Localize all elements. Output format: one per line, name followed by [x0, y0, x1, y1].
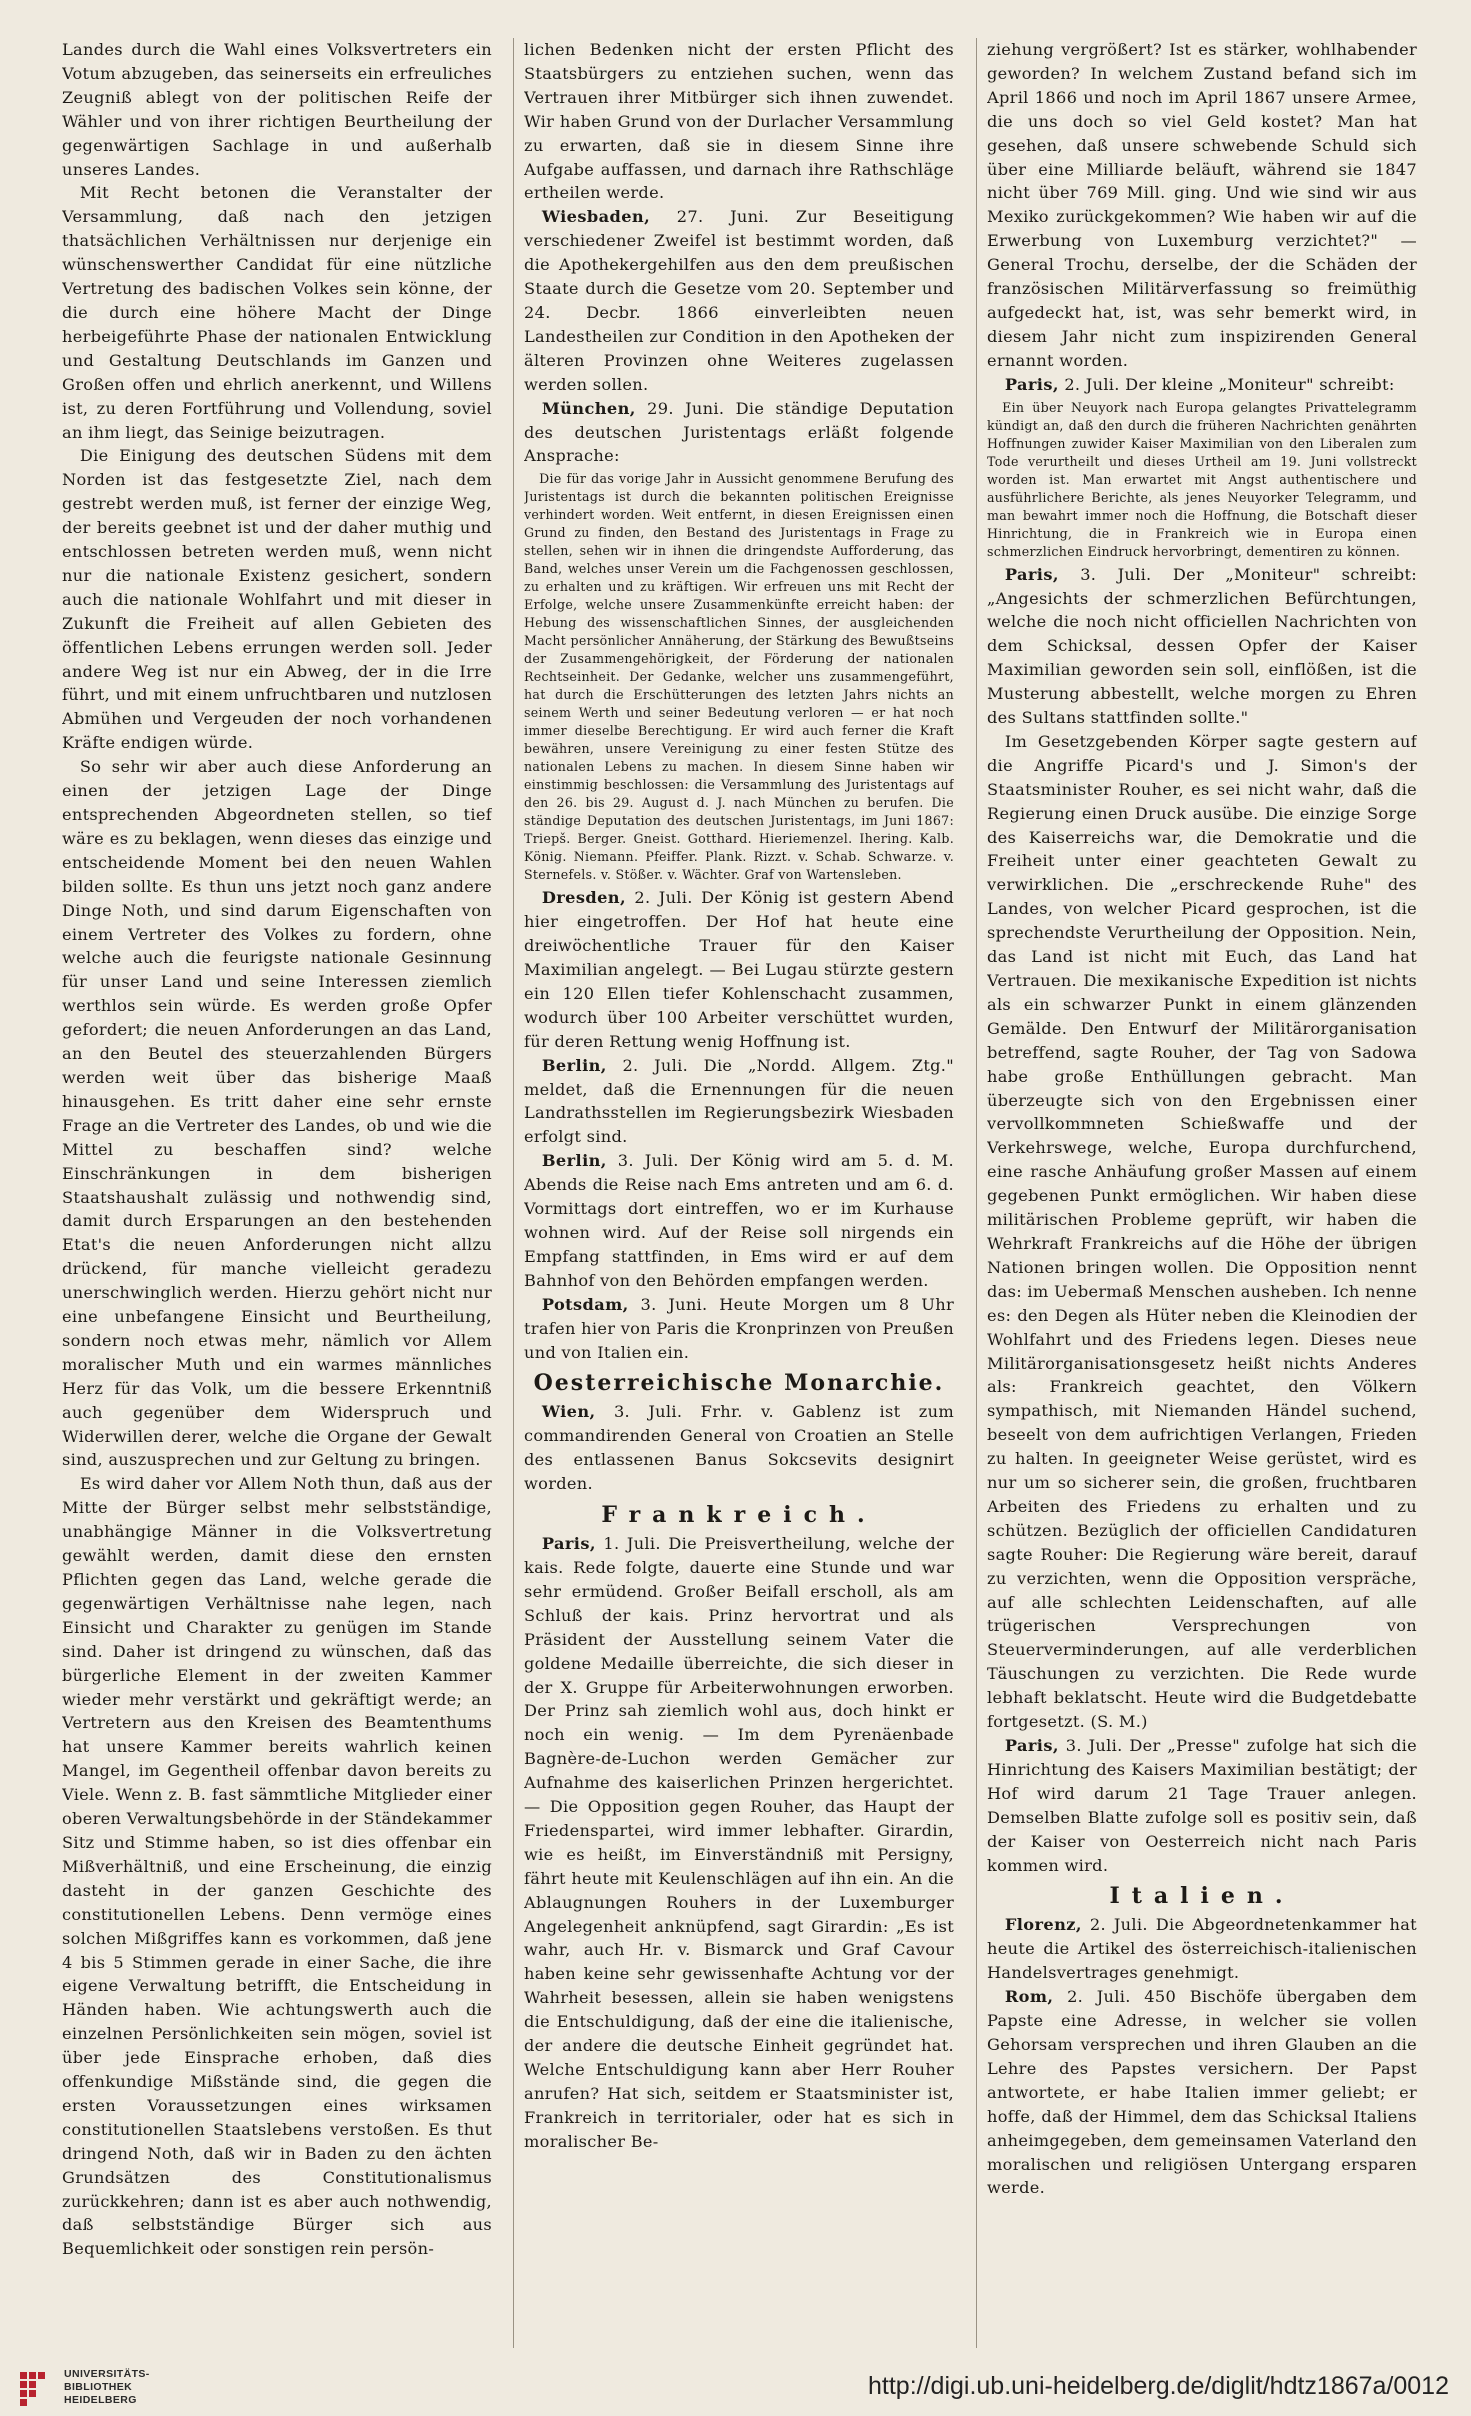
news-item-wiesbaden [524, 205, 954, 396]
dateline: Paris, [1004, 374, 1059, 394]
text-columns [62, 38, 1462, 2353]
news-text: 3. Juni. Heute Morgen um 8 Uhr trafen hier von Paris die Kronprinzen von Preußen und von Italien ein. [524, 1294, 954, 1362]
news-item-paris [987, 563, 1417, 730]
dateline: Wiesbaden, [541, 207, 651, 227]
news-text: 1. Juli. Die Preisvertheilung, welche der kais. Rede folgte, dauerte eine Stunde und war sehr ermüdend. Großer Beifall erscholl, als am Schluß der kais. Prinz hervortrat und als Präsident der Ausstellung seinem Vater die goldene Medaille überreichte, die sich dieser in der X. Gruppe für Arbeiterwohnungen erworben. Der Prinz sah ziemlich wohl aus, doch hinkt er noch ein wenig. — Im dem Pyrenäenbade Bagnère-de-Luchon werden Gemächer zur Aufnahme des kaiserlichen Prinzen hergerichtet. — Die Opposition gegen Rouher, das Haupt der Friedenspartei, wird immer lebhafter. Girardin, wie es heißt, im Einverständniß mit Persigny, fährt heute mit Keulenschlägen auf ihn ein. An die Ablaugnungen Rouhers in der Luxemburger Angelegenheit anknüpfend, sagt Girardin: „Es ist wahr, auch Hr. v. Bismarck und Graf Cavour haben keine sehr gewissenhafte Achtung vor der Wahrheit besessen, allein sie haben wenigstens die Entschuldigung, daß der eine die italienische, der andere die deutsche Einheit gegründet hat. Welche Entschuldigung kann aber Herr Rouher anrufen? Hat sich, seitdem er Staatsminister ist, Frankreich in territorialer, oder hat es sich in moralischer Be- [524, 1534, 954, 2151]
library-name-line: BIBLIOTHEK [64, 2381, 133, 2393]
news-item-rom [987, 1985, 1417, 2200]
dateline: Paris, [541, 1534, 596, 1554]
article-paragraph: Es wird daher vor Allem Noth thun, daß aus der Mitte der Bürger selbst mehr selbstständige, unabhängige Männer in die Volksvertretung gewählt werden, damit diese den ernsten Pflichten gegen das Land, welche gerade die gegenwärtigen Verhältnisse nahe legen, nach Einsicht und Charakter zu genügen im Stande sind. Daher ist dringend zu wünschen, daß das bürgerliche Element in der zweiten Kammer wieder mehr verstärkt und gekräftigt werde; an Vertretern aus den Kreisen des Beamtenthums hat unsere Kammer bereits wahrlich keinen Mangel, im Gegentheil offenbar davon bereits zu Viele. Wenn z. B. fast sämmtliche Mitglieder einer oberen Verwaltungsbehörde in der Ständekammer Sitz und Stimme haben, so ist dies offenbar ein Mißverhältniß, und eine Erscheinung, die einzig dasteht in der ganzen Geschichte des constitutionellen Lebens. Denn vermöge eines solchen Mißgriffes kann es vorkommen, daß jene 4 bis 5 Stimmen gerade in einer Sache, die ihre eigene Verwaltung betrifft, die Entscheidung in Händen haben. Wie achtungswerth auch die einzelnen Persönlichkeiten sein mögen, soviel ist über jede Einsprache erhoben, daß dies offenkundige Mißstände sind, die gegen die ersten Voraussetzungen eines wirksamen constitutionellen Staatslebens verstoßen. Es thut dringend Noth, daß wir in Baden zu den ächten Grundsätzen des Constitutionalismus zurückkehren; dann ist es aber auch nothwendig, daß selbstständige Bürger sich aus Bequemlichkeit oder sonstigen rein persön- [62, 1474, 492, 2259]
article-paragraph: lichen Bedenken nicht der ersten Pflicht des Staatsbürgers zu entziehen suchen, wenn das Vertrauen ihrer Mitbürger sich ihnen zuwendet. Wir haben Grund von der Durlacher Versammlung zu erwarten, daß sie in diesem Sinne ihre Aufgabe auffassen, und darnach ihre Rathschläge ertheilen werde. [524, 40, 954, 203]
source-url[interactable]: http://digi.ub.uni-heidelberg.de/diglit/hdtz1867a/0012 [868, 2372, 1449, 2400]
section-heading: Oesterreichische Monarchie. [533, 1370, 945, 1397]
news-text: 2. Juli. 450 Bischöfe übergaben dem Papste eine Adresse, in welcher sie vollen Gehorsam versprechen und ihren Glauben an die Lehre des Papstes versichern. Der Papst antwortete, er habe Italien immer geliebt; er hoffe, daß der Himmel, dem das Schicksal Italiens anheimgegeben, dem gemeinsamen Vaterland den moralischen und religiösen Untergang ersparen werde. [987, 1987, 1417, 2198]
news-text: 3. Juli. Frhr. v. Gablenz ist zum commandirenden General von Croatien an Stelle des entlassenen Banus Sokcsevits designirt worden. [524, 1402, 954, 1494]
dateline: Wien, [541, 1402, 596, 1422]
library-name [64, 2368, 150, 2407]
library-name-line: HEIDELBERG [64, 2394, 137, 2406]
news-text: 2. Juli. Der kleine „Moniteur" schreibt: [1058, 374, 1395, 394]
dateline: München, [541, 398, 636, 418]
quoted-report: Ein über Neuyork nach Europa gelangtes Privattelegramm kündigt an, daß den durch die früheren Nachrichten genährten Hoffnungen zuwider Kaiser Maximilian von den Liberalen zum Tode verurtheilt und dieses Urtheil am 19. Juni vollstreckt worden ist. Man erwartet mit Angst authentischere und ausführlichere Berichte, als jenes Neuyorker Telegramm, und man bewahrt immer noch die Hoffnung, die Botschaft dieser Hinrichtung, die in Frankreich wie in Europa einen schmerzlichen Eindruck hervorbringt, dementiren zu können. [987, 399, 1417, 559]
dateline: Potsdam, [541, 1294, 629, 1314]
university-library-logo-icon [18, 2368, 54, 2408]
article-paragraph: Landes durch die Wahl eines Volksvertreters ein Votum abzugeben, das seinerseits ein erfreuliches Zeugniß ablegt von der politischen Reife der Wähler und von ihrer richtigen Beurtheilung der gegenwärtigen Sachlage in und außerhalb unseres Landes. [62, 40, 492, 179]
article-paragraph: Mit Recht betonen die Veranstalter der Versammlung, daß nach den jetzigen thatsächlichen Verhältnissen nur derjenige ein wünschenswerther Candidat für eine nützliche Vertretung des badischen Volkes sein könne, der die durch eine höhere Macht der Dinge herbeigeführte Phase der nationalen Entwicklung und Gestaltung Deutschlands im Ganzen und Großen offen und ehrlich anerkennt, und Willens ist, zu deren Fortführung und Vollendung, soviel an ihm liegt, das Seinige beizutragen. [62, 183, 492, 442]
article-paragraph: ziehung vergrößert? Ist es stärker, wohlhabender geworden? In welchem Zustand befand sich im April 1866 und noch im April 1867 unsere Armee, die uns doch so viel Geld kostet? Man hat gesehen, daß unsere schwebende Schuld sich über eine Milliarde beläuft, während sie 1847 nicht über 769 Mill. ging. Und wie sind wir aus Mexiko zurückgekommen? Wie haben wir auf die Erwerbung von Luxemburg verzichtet?" — General Trochu, derselbe, der die Schäden der französischen Militärverfassung so freimüthig aufgedeckt hat, ist, was sehr bemerkt wird, in diesem Jahr nicht zum inspizirenden General ernannt worden. [987, 40, 1417, 370]
section-heading: Italien. [1109, 1883, 1295, 1910]
news-text: 2. Juli. Der König ist gestern Abend hier eingetroffen. Der Hof hat heute eine dreiwöchentliche Trauer für den Kaiser Maximilian angelegt. — Bei Lugau stürzte gestern ein 120 Ellen tiefer Kohlenschacht zusammen, wodurch über 100 Arbeiter verschüttet wurden, für deren Rettung wenig Hoffnung ist. [524, 888, 954, 1051]
dateline: Dresden, [541, 888, 627, 908]
column-3 [987, 38, 1417, 2353]
news-item-muenchen [524, 397, 954, 469]
article-paragraph: Die Einigung des deutschen Südens mit dem Norden ist das festgesetzte Ziel, nach dem gestrebt werden muß, ist ferner der einzige Weg, der bereits geebnet ist und der daher muthig und entschlossen betreten werden muß, wenn nicht nur die nationale Existenz gesichert, sondern auch die nationale Wohlfahrt und mit dieser in Zukunft die Freiheit auf allen Gebieten des öffentlichen Lebens errungen werden soll. Jeder andere Weg ist nur ein Abweg, der in die Irre führt, und mit einem unfruchtbaren und nutzlosen Abmühen und Vergeuden der noch vorhandenen Kräfte endigen würde. [62, 446, 492, 753]
dateline: Paris, [1004, 564, 1059, 584]
news-text: 2. Juli. Die „Nordd. Allgem. Ztg." meldet, daß die Ernennungen für die neuen Landrathsstellen im Regierungsbezirk Wiesbaden erfolgt sind. [524, 1055, 954, 1147]
dateline: Florenz, [1004, 1915, 1082, 1935]
dateline: Berlin, [541, 1151, 607, 1171]
column-2 [524, 38, 954, 2353]
dateline: Rom, [1004, 1987, 1054, 2007]
dateline: Paris, [1004, 1736, 1059, 1755]
news-item-dresden [524, 886, 954, 1053]
article-paragraph: Im Gesetzgebenden Körper sagte gestern auf die Angriffe Picard's und J. Simon's der Staatsminister Rouher, es sei nicht wahr, daß die Regierung einen Druck ausübe. Die einzige Sorge des Kaiserreichs war, die Demokratie und die Freiheit unter einer geachteten Gewalt zu verwirklichen. Die „erschreckende Ruhe" des Landes, von welcher Picard gesprochen, ist die sprechendste Verurtheilung der Opposition. Nein, das Land ist nicht mit Euch, das Land hat Vertrauen. Die mexikanische Expedition ist nichts als ein schwarzer Punkt in einem glänzenden Gemälde. Den Entwurf der Militärorganisation betreffend, sagte Rouher, der Tag von Sadowa habe große Enthüllungen gebracht. Man überzeugte sich von den Ergebnissen einer vervollkommneten Schießwaffe und der Verkehrswege, welche, Europa durchfurchend, eine rasche Anhäufung großer Massen auf einem gegebenen Punkt ermöglichen. Wir haben diese militärischen Probleme geprüft, wir haben die Wehrkraft Frankreichs auf die Höhe der übrigen Nationen bringen wollen. Die Opposition nennt das: im Uebermaß Menschen ausheben. Ich nenne es: den Degen als Hüter neben die Kleinodien der Wohlfahrt und des Friedens legen. Dieses neue Militärorganisationsgesetz heißt nichts Anderes als: Frankreich geachtet, den Völkern sympathisch, mit Niemanden Händel suchend, beseelt von dem aufrichtigen Verlangen, Frieden zu halten. In geeigneter Weise gerüstet, wird es nur um so sicherer sein, die großen, fruchtbaren Arbeiten des Friedens zu erhalten und zu schützen. Bezüglich der officiellen Candidaturen sagte Rouher: Die Regierung wäre bereit, darauf zu verzichten, wenn die Opposition verspräche, auf alle schlechten Leidenschaften, auf alle trügerischen Versprechungen von Steuerverminderungen, auf alle verderblichen Täuschungen zu verzichten. Die Rede wurde lebhaft beklatscht. Heute wird die Budgetdebatte fortgesetzt. (S. M.) [987, 731, 1417, 1732]
news-item-potsdam [524, 1293, 954, 1365]
section-heading: Frankreich. [601, 1502, 877, 1529]
news-text: 29. Juni. Die ständige Deputation des deutschen Juristentags erläßt folgende Ansprache: [524, 398, 954, 466]
news-item-florenz [987, 1913, 1417, 1985]
news-text: 2. Juli. Die Abgeordnetenkammer hat heute die Artikel des österreichisch-italienischen Handelsvertrages genehmigt. [987, 1915, 1417, 1983]
news-item-paris [987, 1734, 1417, 1877]
library-name-line: UNIVERSITÄTS- [64, 2368, 150, 2380]
news-item-wien [524, 1400, 954, 1496]
news-item-paris [987, 373, 1417, 397]
article-paragraph: So sehr wir aber auch diese Anforderung an einen der jetzigen Lage der Dinge entsprechenden Abgeordneten stellen, so tief wäre es zu beklagen, wenn dieses das einzige und entscheidende Moment bei den neuen Wahlen bilden sollte. Es thun uns jetzt noch ganz andere Dinge Noth, und sind darum Eigenschaften von einem Vertreter des Volkes zu fordern, ohne welche auch die feurigste nationale Gesinnung für unser Land und seine Interessen ziemlich werthlos sein würde. Es werden große Opfer gefordert; die neuen Anforderungen an das Land, an den Beutel des steuerzahlenden Bürgers werden weit über das bisherige Maaß hinausgehen. Es tritt daher eine sehr ernste Frage an die Vertreter des Landes, ob und wie die Mittel zu beschaffen sind? welche Einschränkungen in dem bisherigen Staatshaushalt zulässig und nothwendig sind, damit durch Ersparungen an den bestehenden Etat's die neuen Anforderungen nicht allzu drückend, für manche vielleicht geradezu unerschwinglich werden. Hierzu gehört nicht nur eine unbefangene Einsicht und Beurtheilung, sondern noch etwas mehr, nämlich vor Allem moralischer Muth und ein warmes männliches Herz für das Volk, um die bessere Erkenntniß auch gegenüber dem Widerspruch und Widerwillen derer, welche die Organe der Gewalt sind, auszusprechen und zur Geltung zu bringen. [62, 757, 492, 1470]
news-text: 3. Juli. Der „Moniteur" schreibt: „Angesichts der schmerzlichen Befürchtungen, welche die noch nicht officiellen Nachrichten von dem Schicksal, dessen Opfer der Kaiser Maximilian geworden sein soll, einflößen, ist die Musterung abbestellt, welche morgen zu Ehren des Sultans stattfinden sollte." [987, 564, 1417, 728]
news-text: 3. Juli. Der „Presse" zufolge hat sich die Hinrichtung des Kaisers Maximilian bestätigt; der Hof wird darum 21 Tage Trauer anlegen. Demselben Blatte zufolge soll es positiv sein, daß der Kaiser von Oesterreich nicht nach Paris kommen wird. [987, 1736, 1417, 1875]
news-text: 27. Juni. Zur Beseitigung verschiedener Zweifel ist bestimmt worden, daß die Apothekergehilfen aus den dem preußischen Staate durch die Gesetze vom 20. September und 24. Decbr. 1866 einverleibten neuen Landestheilen zur Condition in den Apotheken der älteren Provinzen ohne Weiteres zugelassen werden sollen. [524, 207, 954, 394]
news-text: 3. Juli. Der König wird am 5. d. M. Abends die Reise nach Ems antreten und am 6. d. Vormittags dort eintreffen, wo er im Kurhause wohnen wird. Auf der Reise soll nirgends ein Empfang stattfinden, in Ems wird er auf dem Bahnhof von den Behörden empfangen werden. [524, 1151, 954, 1290]
news-item-paris [524, 1532, 954, 2154]
quoted-address: Die für das vorige Jahr in Aussicht genommene Berufung des Juristentags ist durch die bekannten politischen Ereignisse verhindert worden. Weit entfernt, in diesen Ereignissen einen Grund zu finden, den Bestand des Juristentags in Frage zu stellen, sehen wir in ihnen die dringendste Aufforderung, das Band, welches unser Verein um die Fachgenossen geschlossen, zu erhalten und zu kräftigen. Wir erfreuen uns mit Recht der Erfolge, welche unsere Zusammenkünfte erreicht haben: der Hebung des wissenschaftlichen Sinnes, der ausgleichenden Macht persönlicher Annäherung, der Stärkung des Bewußtseins der Zusammengehörigkeit, der Förderung der nationalen Rechtseinheit. Der Gedanke, welcher uns zusammengeführt, hat durch die Erschütterungen des letzten Jahrs nichts an seinem Werth und seiner Bedeutung verloren — er hat noch immer dieselbe Berechtigung. Er wird auch ferner die Kraft bewähren, unsere Vereinigung zu einer festen Stütze des nationalen Lebens zu machen. In diesem Sinne haben wir einstimmig beschlossen: die Versammlung des Juristentags auf den 26. bis 29. August d. J. nach München zu berufen. Die ständige Deputation des deutschen Juristentags, im Juni 1867: Triepš. Berger. Gneist. Gotthard. Hieriemenzel. Ihering. Kalb. König. Niemann. Pfeiffer. Plank. Rizzt. v. Schab. Schwarze. v. Sternefels. v. Stößer. v. Wächter. Graf von Wartensleben. [524, 471, 954, 883]
news-item-berlin [524, 1149, 954, 1292]
column-1 [62, 38, 492, 2353]
news-item-berlin [524, 1054, 954, 1150]
dateline: Berlin, [541, 1055, 607, 1075]
